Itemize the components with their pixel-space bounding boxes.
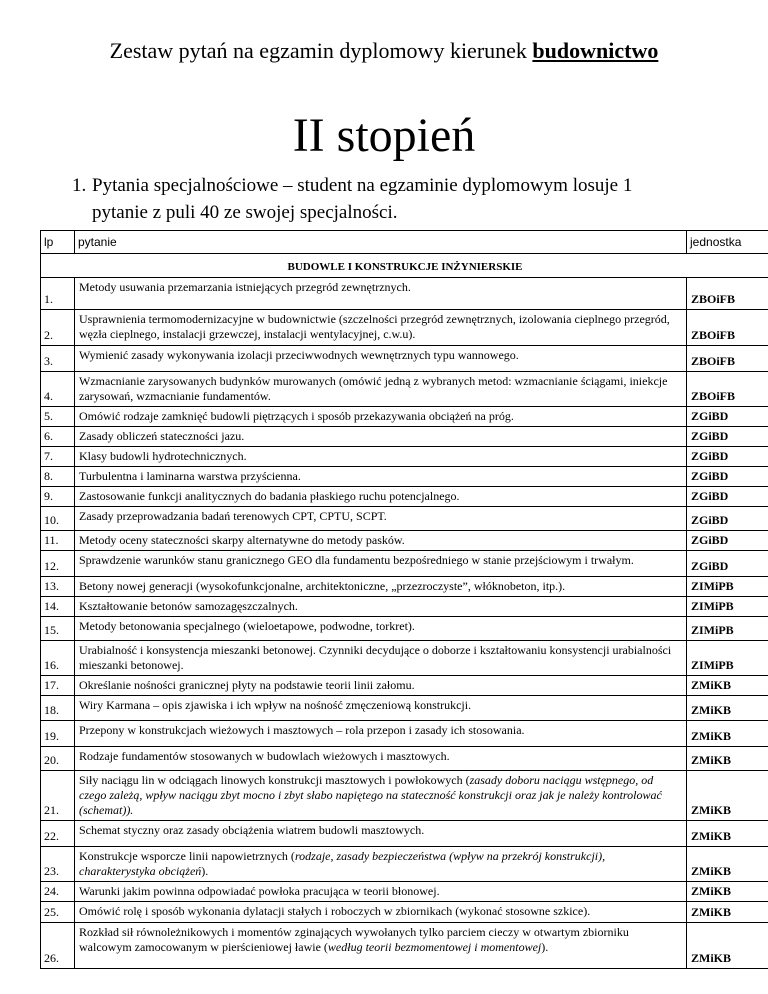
row-question: Omówić rodzaje zamknięć budowli piętrzących i sposób przekazywania obciążeń na próg. [75, 407, 687, 427]
questions-table [40, 230, 768, 969]
question-text: Siły naciągu lin w odciągach linowych konstrukcji masztowych i powłokowych ( [79, 773, 470, 787]
row-question: Turbulentna i laminarna warstwa przyścienna. [75, 467, 687, 487]
table-row [41, 487, 768, 507]
row-number: 10. [41, 507, 75, 531]
row-number: 5. [41, 407, 75, 427]
row-number: 11. [41, 531, 75, 551]
row-question: Zasady przeprowadzania badań terenowych CPT, CPTU, SCPT. [75, 507, 687, 531]
row-unit: ZIMiPB [687, 641, 768, 676]
table-row [41, 507, 768, 531]
row-question: Określanie nośności granicznej płyty na podstawie teorii linii załomu. [75, 676, 687, 696]
row-number: 25. [41, 902, 75, 923]
row-unit: ZGiBD [687, 427, 768, 447]
row-question: Przepony w konstrukcjach wieżowych i masztowych – rola przepon i zasady ich stosowania. [75, 721, 687, 747]
title-prefix: Zestaw pytań na egzamin dyplomowy kierunek [109, 38, 527, 63]
row-question [75, 847, 687, 882]
row-question: Zasady obliczeń stateczności jazu. [75, 427, 687, 447]
table-row [41, 923, 768, 969]
row-number: 24. [41, 882, 75, 902]
row-question: Schemat styczny oraz zasady obciążenia wiatrem budowli masztowych. [75, 821, 687, 847]
row-number: 22. [41, 821, 75, 847]
row-question: Metody betonowania specjalnego (wieloetapowe, podwodne, torkret). [75, 617, 687, 641]
table-row [41, 721, 768, 747]
row-unit: ZMiKB [687, 676, 768, 696]
row-number: 4. [41, 372, 75, 407]
section-text: Pytania specjalnościowe – student na egzaminie dyplomowym losuje 1 pytanie z puli 40 ze swojej specjalności. [92, 175, 633, 223]
degree-title: II stopień [292, 109, 476, 162]
title-field: budownictwo [532, 38, 659, 63]
table-row [41, 310, 768, 346]
row-question: Warunki jakim powinna odpowiadać powłoka pracująca w teorii błonowej. [75, 882, 687, 902]
header-question: pytanie [75, 231, 687, 254]
category-label: BUDOWLE I KONSTRUKCJE INŻYNIERSKIE [41, 254, 768, 278]
row-unit: ZMiKB [687, 771, 768, 821]
row-question: Usprawnienia termomodernizacyjne w budownictwie (szczelności przegród zewnętrznych, izolowania cieplnego przegród, węzła cieplnego, instalacji grzewczej, instalacji wentylacyjnej, c.w.u). [75, 310, 687, 346]
row-unit: ZBOiFB [687, 278, 768, 310]
table-row [41, 597, 768, 617]
row-number: 7. [41, 447, 75, 467]
row-unit: ZGiBD [687, 531, 768, 551]
row-number: 6. [41, 427, 75, 447]
table-row [41, 641, 768, 676]
table-row [41, 847, 768, 882]
row-number: 18. [41, 696, 75, 721]
question-tail-text: ). [541, 940, 549, 954]
section-number: 1. [72, 175, 87, 196]
table-row [41, 372, 768, 407]
row-number: 16. [41, 641, 75, 676]
question-text: Konstrukcje wsporcze linii napowietrznych ( [79, 849, 295, 863]
row-number: 2. [41, 310, 75, 346]
row-question: Urabialność i konsystencja mieszanki betonowej. Czynniki decydujące o doborze i kształtowaniu konsystencji urabialności mieszanki betonowej. [75, 641, 687, 676]
row-unit: ZBOiFB [687, 372, 768, 407]
row-question: Wzmacnianie zarysowanych budynków murowanych (omówić jedną z wybranych metod: wzmacnianie ściągami, iniekcje zarysowań, wzmacnianie fundamentów. [75, 372, 687, 407]
table-row [41, 346, 768, 372]
row-number: 19. [41, 721, 75, 747]
row-unit: ZMiKB [687, 821, 768, 847]
row-unit: ZMiKB [687, 923, 768, 969]
table-row [41, 771, 768, 821]
row-number: 21. [41, 771, 75, 821]
row-number: 17. [41, 676, 75, 696]
table-row [41, 531, 768, 551]
row-unit: ZBOiFB [687, 310, 768, 346]
table-row [41, 676, 768, 696]
row-unit: ZIMiPB [687, 597, 768, 617]
table-header-row [41, 231, 768, 254]
row-question [75, 923, 687, 969]
document-title [0, 38, 768, 64]
row-question: Betony nowej generacji (wysokofunkcjonalne, architektoniczne, „przezroczyste”, włóknobeton, itp.). [75, 577, 687, 597]
row-number: 20. [41, 747, 75, 771]
row-unit: ZMiKB [687, 696, 768, 721]
row-unit: ZBOiFB [687, 346, 768, 372]
row-unit: ZMiKB [687, 847, 768, 882]
table-row [41, 278, 768, 310]
table-row [41, 447, 768, 467]
table-row [41, 427, 768, 447]
row-number: 12. [41, 551, 75, 577]
question-italic-text: zasady doboru naciągu wstępnego, od czego zależą, wpływ naciągu zbyt mocno i zbyt słabo napiętego na stateczność konstrukcji oraz jak je należy kontrolować (schemat)). [79, 773, 662, 817]
row-question: Sprawdzenie warunków stanu granicznego GEO dla fundamentu bezpośredniego w stanie przejściowym i trwałym. [75, 551, 687, 577]
question-italic-text: rodzaje, zasady bezpieczeństwa (wpływ na przekrój konstrukcji), charakterystyka obciążeń [79, 849, 606, 878]
header-lp: lp [41, 231, 75, 254]
row-question: Zastosowanie funkcji analitycznych do badania płaskiego ruchu potencjalnego. [75, 487, 687, 507]
row-unit: ZGiBD [687, 447, 768, 467]
table-row [41, 551, 768, 577]
row-unit: ZMiKB [687, 902, 768, 923]
table-row [41, 407, 768, 427]
category-row [41, 254, 768, 278]
row-question: Wymienić zasady wykonywania izolacji przeciwwodnych wewnętrznych typu wannowego. [75, 346, 687, 372]
row-number: 26. [41, 923, 75, 969]
row-number: 13. [41, 577, 75, 597]
row-number: 23. [41, 847, 75, 882]
row-number: 3. [41, 346, 75, 372]
table-row [41, 696, 768, 721]
question-italic-text: według teorii bezmomentowej i momentowej [327, 940, 542, 954]
row-unit: ZIMiPB [687, 577, 768, 597]
row-number: 9. [41, 487, 75, 507]
row-question: Omówić rolę i sposób wykonania dylatacji stałych i roboczych w zbiornikach (wykonać stosowne szkice). [75, 902, 687, 923]
section-intro [72, 172, 672, 226]
row-question: Kształtowanie betonów samozagęszczalnych. [75, 597, 687, 617]
row-number: 14. [41, 597, 75, 617]
question-tail-text: ). [201, 864, 209, 878]
table-row [41, 577, 768, 597]
row-question: Metody usuwania przemarzania istniejących przegród zewnętrznych. [75, 278, 687, 310]
row-question: Rodzaje fundamentów stosowanych w budowlach wieżowych i masztowych. [75, 747, 687, 771]
row-unit: ZIMiPB [687, 617, 768, 641]
row-unit: ZGiBD [687, 507, 768, 531]
table-row [41, 882, 768, 902]
row-number: 1. [41, 278, 75, 310]
row-question [75, 771, 687, 821]
row-question: Klasy budowli hydrotechnicznych. [75, 447, 687, 467]
row-question: Wiry Karmana – opis zjawiska i ich wpływ na nośność zmęczeniową konstrukcji. [75, 696, 687, 721]
table-row [41, 617, 768, 641]
row-unit: ZMiKB [687, 747, 768, 771]
row-unit: ZMiKB [687, 882, 768, 902]
row-number: 15. [41, 617, 75, 641]
row-unit: ZMiKB [687, 721, 768, 747]
table-row [41, 467, 768, 487]
question-text: Rozkład sił równoleżnikowych i momentów zginających wywołanych tylko parciem cieczy w otwartym zbiorniku walcowym zamocowanym w pierścieniowej ławie ( [79, 925, 629, 954]
table-row [41, 747, 768, 771]
header-unit: jednostka [687, 231, 768, 254]
row-unit: ZGiBD [687, 551, 768, 577]
row-number: 8. [41, 467, 75, 487]
row-unit: ZGiBD [687, 407, 768, 427]
table-row [41, 902, 768, 923]
row-unit: ZGiBD [687, 487, 768, 507]
row-question: Metody oceny stateczności skarpy alternatywne do metody pasków. [75, 531, 687, 551]
row-unit: ZGiBD [687, 467, 768, 487]
table-row [41, 821, 768, 847]
